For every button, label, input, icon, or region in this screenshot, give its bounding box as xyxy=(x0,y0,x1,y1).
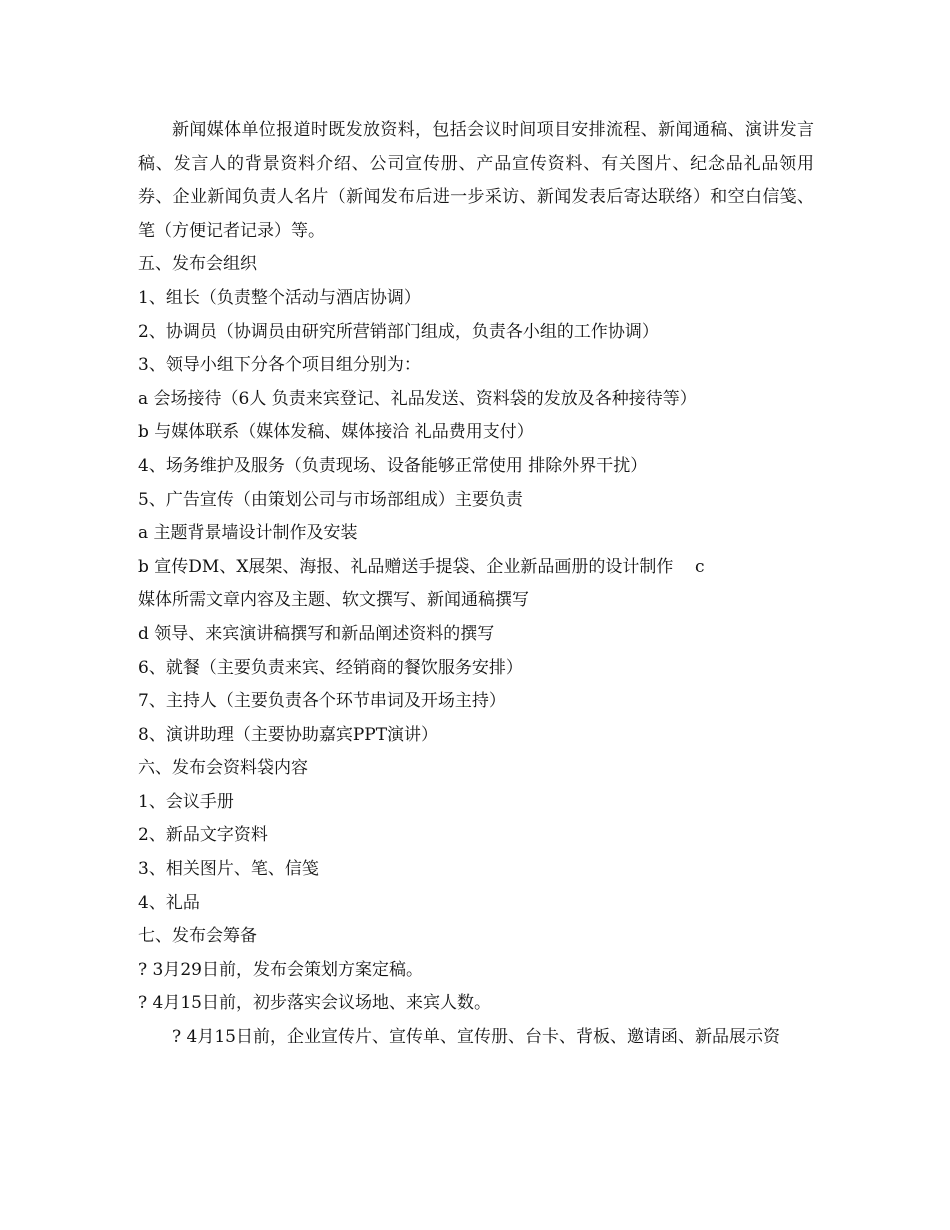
list-item: ? 4月15日前，企业宣传片、宣传单、宣传册、台卡、背板、邀请函、新品展示资 xyxy=(172,1027,780,1048)
list-item: b 宣传DM、X展架、海报、礼品赠送手提袋、企业新品画册的设计制作 c xyxy=(138,556,705,577)
list-item: ? 3月29日前，发布会策划方案定稿。 xyxy=(138,959,423,980)
section-heading-preparation: 七、发布会筹备 xyxy=(138,926,257,947)
list-item: a 会场接待（6人 负责来宾登记、礼品发送、资料袋的发放及各种接待等） xyxy=(138,388,697,409)
list-item: 2、新品文字资料 xyxy=(138,825,268,846)
list-item: 4、场务维护及服务（负责现场、设备能够正常使用 排除外界干扰） xyxy=(138,455,648,476)
section-heading-organization: 五、发布会组织 xyxy=(138,254,257,275)
list-item: 媒体所需文章内容及主题、软文撰写、新闻通稿撰写 xyxy=(138,590,529,611)
list-item: 4、礼品 xyxy=(138,892,200,913)
list-item: a 主题背景墙设计制作及安装 xyxy=(138,523,358,544)
list-item: 3、领导小组下分各个项目组分别为： xyxy=(138,355,421,376)
list-item: 2、协调员（协调员由研究所营销部门组成，负责各小组的工作协调） xyxy=(138,321,659,342)
list-item: b 与媒体联系（媒体发稿、媒体接洽 礼品费用支付） xyxy=(138,422,534,443)
list-item: 7、主持人（主要负责各个环节串词及开场主持） xyxy=(138,691,506,712)
list-item: 1、组长（负责整个活动与酒店协调） xyxy=(138,287,421,308)
section-heading-materials-bag: 六、发布会资料袋内容 xyxy=(138,758,308,779)
list-item: ? 4月15日前，初步落实会议场地、来宾人数。 xyxy=(138,993,491,1014)
document-body xyxy=(138,114,814,1055)
list-item: 8、演讲助理（主要协助嘉宾PPT演讲） xyxy=(138,724,439,745)
list-item: 6、就餐（主要负责来宾、经销商的餐饮服务安排） xyxy=(138,657,523,678)
list-item: 5、广告宣传（由策划公司与市场部组成）主要负责 xyxy=(138,489,523,510)
list-item: d 领导、来宾演讲稿撰写和新品阐述资料的撰写 xyxy=(138,623,495,644)
list-item: 3、相关图片、笔、信笺 xyxy=(138,859,319,880)
paragraph-press-materials: 新闻媒体单位报道时既发放资料，包括会议时间项目安排流程、新闻通稿、演讲发言稿、发言人的背景资料介绍、公司宣传册、产品宣传资料、有关图片、纪念品礼品领用券、企业新闻负责人名片（新闻发布后进一步采访、新闻发表后寄达联络）和空白信笺、笔（方便记者记录）等。 xyxy=(138,120,814,241)
list-item: 1、会议手册 xyxy=(138,791,234,812)
